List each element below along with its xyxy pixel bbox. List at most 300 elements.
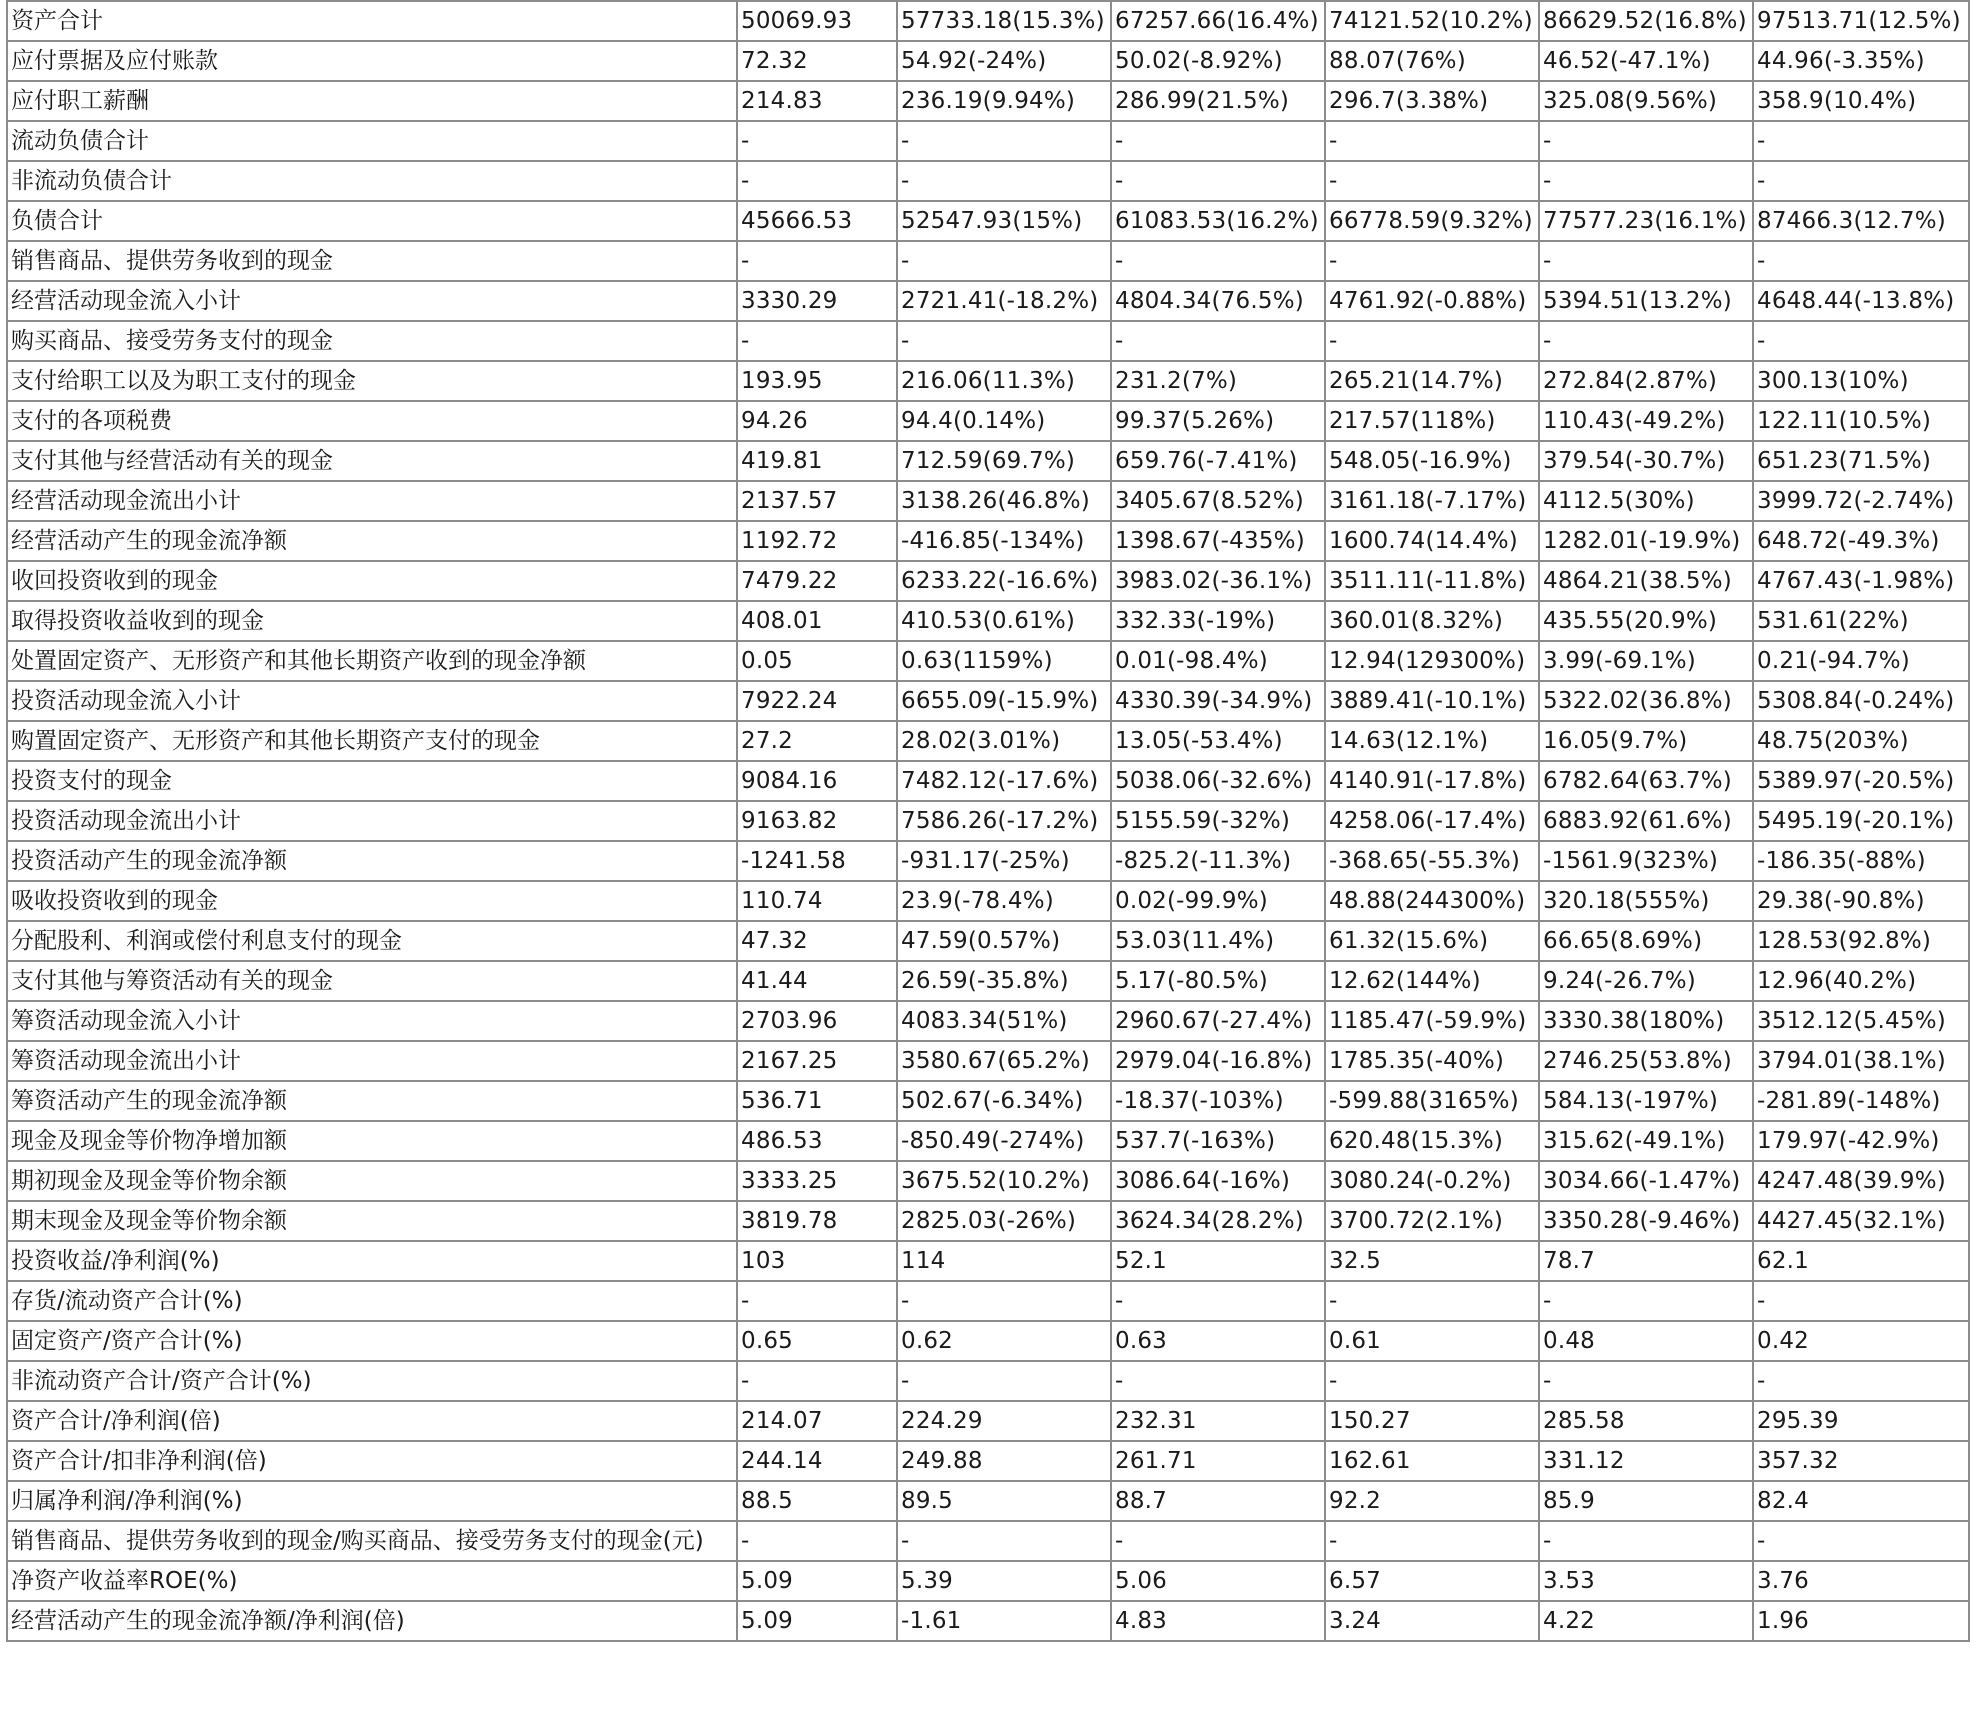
table-cell: 5.39 xyxy=(897,1561,1111,1601)
table-row xyxy=(7,1041,1969,1081)
table-cell: 4648.44(-13.8%) xyxy=(1753,281,1969,321)
table-cell: 0.02(-99.9%) xyxy=(1111,881,1325,921)
table-cell: 47.59(0.57%) xyxy=(897,921,1111,961)
row-label: 分配股利、利润或偿付利息支付的现金 xyxy=(7,921,737,961)
table-row xyxy=(7,481,1969,521)
row-label: 取得投资收益收到的现金 xyxy=(7,601,737,641)
row-label: 支付其他与筹资活动有关的现金 xyxy=(7,961,737,1001)
table-cell: 4247.48(39.9%) xyxy=(1753,1161,1969,1201)
table-row xyxy=(7,1561,1969,1601)
table-cell: 52.1 xyxy=(1111,1241,1325,1281)
row-label: 净资产收益率ROE(%) xyxy=(7,1561,737,1601)
row-label: 经营活动现金流入小计 xyxy=(7,281,737,321)
table-cell: 50.02(-8.92%) xyxy=(1111,41,1325,81)
table-cell: 6233.22(-16.6%) xyxy=(897,561,1111,601)
table-cell: 3330.38(180%) xyxy=(1539,1001,1753,1041)
row-label: 经营活动现金流出小计 xyxy=(7,481,737,521)
table-cell: 272.84(2.87%) xyxy=(1539,361,1753,401)
table-cell: 217.57(118%) xyxy=(1325,401,1539,441)
table-cell: 110.74 xyxy=(737,881,897,921)
table-row xyxy=(7,1521,1969,1561)
table-cell: 0.62 xyxy=(897,1321,1111,1361)
table-cell: - xyxy=(737,161,897,201)
table-cell: 128.53(92.8%) xyxy=(1753,921,1969,961)
table-cell: 3.99(-69.1%) xyxy=(1539,641,1753,681)
table-cell: - xyxy=(737,321,897,361)
table-cell: 7922.24 xyxy=(737,681,897,721)
table-cell: 92.2 xyxy=(1325,1481,1539,1521)
table-cell: 94.26 xyxy=(737,401,897,441)
row-label: 处置固定资产、无形资产和其他长期资产收到的现金净额 xyxy=(7,641,737,681)
table-cell: - xyxy=(737,1361,897,1401)
table-cell: -1.61 xyxy=(897,1601,1111,1641)
table-row xyxy=(7,1441,1969,1481)
table-row xyxy=(7,1281,1969,1321)
table-cell: 88.7 xyxy=(1111,1481,1325,1521)
table-cell: - xyxy=(1753,121,1969,161)
table-cell: - xyxy=(1111,121,1325,161)
table-cell: - xyxy=(1539,161,1753,201)
table-cell: 3675.52(10.2%) xyxy=(897,1161,1111,1201)
table-cell: 47.32 xyxy=(737,921,897,961)
table-cell: 285.58 xyxy=(1539,1401,1753,1441)
row-label: 应付票据及应付账款 xyxy=(7,41,737,81)
table-cell: 66778.59(9.32%) xyxy=(1325,201,1539,241)
table-cell: 5.09 xyxy=(737,1601,897,1641)
table-cell: 7482.12(-17.6%) xyxy=(897,761,1111,801)
table-cell: -825.2(-11.3%) xyxy=(1111,841,1325,881)
table-cell: 0.65 xyxy=(737,1321,897,1361)
table-cell: 4140.91(-17.8%) xyxy=(1325,761,1539,801)
table-cell: 48.75(203%) xyxy=(1753,721,1969,761)
table-cell: - xyxy=(737,241,897,281)
table-cell: 4804.34(76.5%) xyxy=(1111,281,1325,321)
financial-data-table xyxy=(6,0,1970,1642)
table-cell: 1.96 xyxy=(1753,1601,1969,1641)
row-label: 吸收投资收到的现金 xyxy=(7,881,737,921)
table-cell: 214.07 xyxy=(737,1401,897,1441)
table-cell: 2979.04(-16.8%) xyxy=(1111,1041,1325,1081)
table-cell: 3700.72(2.1%) xyxy=(1325,1201,1539,1241)
table-cell: - xyxy=(1753,161,1969,201)
table-cell: 29.38(-90.8%) xyxy=(1753,881,1969,921)
table-cell: - xyxy=(1111,241,1325,281)
table-cell: 103 xyxy=(737,1241,897,1281)
row-label: 现金及现金等价物净增加额 xyxy=(7,1121,737,1161)
row-label: 经营活动产生的现金流净额/净利润(倍) xyxy=(7,1601,737,1641)
table-row xyxy=(7,161,1969,201)
table-cell: 4.22 xyxy=(1539,1601,1753,1641)
table-cell: 78.7 xyxy=(1539,1241,1753,1281)
table-cell: 2746.25(53.8%) xyxy=(1539,1041,1753,1081)
row-label: 负债合计 xyxy=(7,201,737,241)
table-cell: 32.5 xyxy=(1325,1241,1539,1281)
table-row xyxy=(7,761,1969,801)
row-label: 资产合计/净利润(倍) xyxy=(7,1401,737,1441)
table-cell: 57733.18(15.3%) xyxy=(897,1,1111,41)
table-cell: 261.71 xyxy=(1111,1441,1325,1481)
table-cell: 1600.74(14.4%) xyxy=(1325,521,1539,561)
table-cell: - xyxy=(897,321,1111,361)
table-cell: 358.9(10.4%) xyxy=(1753,81,1969,121)
row-label: 投资活动产生的现金流净额 xyxy=(7,841,737,881)
table-cell: 5.09 xyxy=(737,1561,897,1601)
table-cell: 53.03(11.4%) xyxy=(1111,921,1325,961)
table-cell: 3580.67(65.2%) xyxy=(897,1041,1111,1081)
table-cell: 44.96(-3.35%) xyxy=(1753,41,1969,81)
table-cell: 320.18(555%) xyxy=(1539,881,1753,921)
table-cell: 61.32(15.6%) xyxy=(1325,921,1539,961)
table-row xyxy=(7,721,1969,761)
table-row xyxy=(7,1,1969,41)
row-label: 存货/流动资产合计(%) xyxy=(7,1281,737,1321)
table-cell: 74121.52(10.2%) xyxy=(1325,1,1539,41)
table-cell: 4767.43(-1.98%) xyxy=(1753,561,1969,601)
table-cell: - xyxy=(1539,241,1753,281)
table-cell: - xyxy=(1539,1521,1753,1561)
table-cell: 5.17(-80.5%) xyxy=(1111,961,1325,1001)
row-label: 筹资活动产生的现金流净额 xyxy=(7,1081,737,1121)
table-cell: 3794.01(38.1%) xyxy=(1753,1041,1969,1081)
table-cell: - xyxy=(897,161,1111,201)
table-cell: 110.43(-49.2%) xyxy=(1539,401,1753,441)
table-cell: 3624.34(28.2%) xyxy=(1111,1201,1325,1241)
table-cell: 5038.06(-32.6%) xyxy=(1111,761,1325,801)
table-cell: 4.83 xyxy=(1111,1601,1325,1641)
row-label: 投资收益/净利润(%) xyxy=(7,1241,737,1281)
table-cell: -186.35(-88%) xyxy=(1753,841,1969,881)
table-cell: 3.24 xyxy=(1325,1601,1539,1641)
table-cell: 9084.16 xyxy=(737,761,897,801)
table-cell: 2825.03(-26%) xyxy=(897,1201,1111,1241)
table-cell: 122.11(10.5%) xyxy=(1753,401,1969,441)
table-cell: 408.01 xyxy=(737,601,897,641)
table-cell: 332.33(-19%) xyxy=(1111,601,1325,641)
table-row xyxy=(7,1121,1969,1161)
table-cell: 87466.3(12.7%) xyxy=(1753,201,1969,241)
table-cell: 88.5 xyxy=(737,1481,897,1521)
table-cell: 13.05(-53.4%) xyxy=(1111,721,1325,761)
table-cell: 295.39 xyxy=(1753,1401,1969,1441)
table-cell: 5.06 xyxy=(1111,1561,1325,1601)
table-cell: 3405.67(8.52%) xyxy=(1111,481,1325,521)
row-label: 经营活动产生的现金流净额 xyxy=(7,521,737,561)
table-cell: - xyxy=(1325,241,1539,281)
table-row xyxy=(7,441,1969,481)
table-cell: 7586.26(-17.2%) xyxy=(897,801,1111,841)
table-cell: 3080.24(-0.2%) xyxy=(1325,1161,1539,1201)
table-row xyxy=(7,641,1969,681)
table-cell: 4258.06(-17.4%) xyxy=(1325,801,1539,841)
table-row xyxy=(7,361,1969,401)
row-label: 投资活动现金流出小计 xyxy=(7,801,737,841)
table-cell: -368.65(-55.3%) xyxy=(1325,841,1539,881)
row-label: 应付职工薪酬 xyxy=(7,81,737,121)
row-label: 销售商品、提供劳务收到的现金/购买商品、接受劳务支付的现金(元) xyxy=(7,1521,737,1561)
table-cell: - xyxy=(1111,1281,1325,1321)
table-cell: -18.37(-103%) xyxy=(1111,1081,1325,1121)
table-cell: 232.31 xyxy=(1111,1401,1325,1441)
table-row xyxy=(7,601,1969,641)
table-cell: 2703.96 xyxy=(737,1001,897,1041)
table-cell: 4864.21(38.5%) xyxy=(1539,561,1753,601)
table-cell: 6883.92(61.6%) xyxy=(1539,801,1753,841)
row-label: 支付给职工以及为职工支付的现金 xyxy=(7,361,737,401)
table-cell: 1398.67(-435%) xyxy=(1111,521,1325,561)
table-cell: 162.61 xyxy=(1325,1441,1539,1481)
table-cell: - xyxy=(897,1361,1111,1401)
table-cell: 3999.72(-2.74%) xyxy=(1753,481,1969,521)
table-cell: 536.71 xyxy=(737,1081,897,1121)
table-cell: 4112.5(30%) xyxy=(1539,481,1753,521)
table-row xyxy=(7,921,1969,961)
row-label: 期初现金及现金等价物余额 xyxy=(7,1161,737,1201)
table-cell: 114 xyxy=(897,1241,1111,1281)
table-cell: 2960.67(-27.4%) xyxy=(1111,1001,1325,1041)
table-cell: -1561.9(323%) xyxy=(1539,841,1753,881)
table-row xyxy=(7,1001,1969,1041)
table-cell: 9.24(-26.7%) xyxy=(1539,961,1753,1001)
row-label: 支付的各项税费 xyxy=(7,401,737,441)
table-cell: 224.29 xyxy=(897,1401,1111,1441)
table-row xyxy=(7,1401,1969,1441)
table-cell: 193.95 xyxy=(737,361,897,401)
table-row xyxy=(7,681,1969,721)
table-cell: 6655.09(-15.9%) xyxy=(897,681,1111,721)
table-cell: 249.88 xyxy=(897,1441,1111,1481)
table-cell: 296.7(3.38%) xyxy=(1325,81,1539,121)
row-label: 资产合计/扣非净利润(倍) xyxy=(7,1441,737,1481)
table-cell: 4330.39(-34.9%) xyxy=(1111,681,1325,721)
table-cell: -1241.58 xyxy=(737,841,897,881)
table-cell: 46.52(-47.1%) xyxy=(1539,41,1753,81)
table-cell: 5495.19(-20.1%) xyxy=(1753,801,1969,841)
table-cell: -416.85(-134%) xyxy=(897,521,1111,561)
table-cell: 2137.57 xyxy=(737,481,897,521)
table-cell: 4083.34(51%) xyxy=(897,1001,1111,1041)
row-label: 购买商品、接受劳务支付的现金 xyxy=(7,321,737,361)
table-cell: - xyxy=(737,1521,897,1561)
table-cell: 85.9 xyxy=(1539,1481,1753,1521)
table-cell: 537.7(-163%) xyxy=(1111,1121,1325,1161)
row-label: 归属净利润/净利润(%) xyxy=(7,1481,737,1521)
table-cell: 99.37(5.26%) xyxy=(1111,401,1325,441)
table-cell: 325.08(9.56%) xyxy=(1539,81,1753,121)
table-cell: 3333.25 xyxy=(737,1161,897,1201)
table-cell: 54.92(-24%) xyxy=(897,41,1111,81)
table-cell: - xyxy=(737,121,897,161)
table-cell: 548.05(-16.9%) xyxy=(1325,441,1539,481)
table-cell: 3983.02(-36.1%) xyxy=(1111,561,1325,601)
table-cell: - xyxy=(1325,1521,1539,1561)
table-cell: 7479.22 xyxy=(737,561,897,601)
table-row xyxy=(7,841,1969,881)
table-row xyxy=(7,961,1969,1001)
table-cell: 531.61(22%) xyxy=(1753,601,1969,641)
table-cell: - xyxy=(1539,1281,1753,1321)
table-cell: 89.5 xyxy=(897,1481,1111,1521)
row-label: 购置固定资产、无形资产和其他长期资产支付的现金 xyxy=(7,721,737,761)
table-cell: 620.48(15.3%) xyxy=(1325,1121,1539,1161)
table-cell: 72.32 xyxy=(737,41,897,81)
table-cell: 0.63 xyxy=(1111,1321,1325,1361)
table-cell: - xyxy=(897,121,1111,161)
table-cell: - xyxy=(737,1281,897,1321)
table-cell: 379.54(-30.7%) xyxy=(1539,441,1753,481)
table-cell: 502.67(-6.34%) xyxy=(897,1081,1111,1121)
table-cell: 88.07(76%) xyxy=(1325,41,1539,81)
table-cell: 419.81 xyxy=(737,441,897,481)
table-cell: - xyxy=(1325,321,1539,361)
table-cell: 14.63(12.1%) xyxy=(1325,721,1539,761)
table-cell: 0.01(-98.4%) xyxy=(1111,641,1325,681)
table-cell: - xyxy=(897,1281,1111,1321)
table-cell: 648.72(-49.3%) xyxy=(1753,521,1969,561)
table-row xyxy=(7,1161,1969,1201)
table-cell: 286.99(21.5%) xyxy=(1111,81,1325,121)
table-cell: 1192.72 xyxy=(737,521,897,561)
table-cell: 179.97(-42.9%) xyxy=(1753,1121,1969,1161)
table-cell: - xyxy=(1325,121,1539,161)
table-cell: 214.83 xyxy=(737,81,897,121)
table-cell: 77577.23(16.1%) xyxy=(1539,201,1753,241)
table-cell: 150.27 xyxy=(1325,1401,1539,1441)
table-cell: 216.06(11.3%) xyxy=(897,361,1111,401)
table-cell: - xyxy=(897,241,1111,281)
table-cell: 3512.12(5.45%) xyxy=(1753,1001,1969,1041)
table-cell: 12.96(40.2%) xyxy=(1753,961,1969,1001)
row-label: 筹资活动现金流出小计 xyxy=(7,1041,737,1081)
table-cell: 0.61 xyxy=(1325,1321,1539,1361)
table-cell: - xyxy=(1111,321,1325,361)
row-label: 流动负债合计 xyxy=(7,121,737,161)
table-row xyxy=(7,281,1969,321)
table-cell: 97513.71(12.5%) xyxy=(1753,1,1969,41)
table-cell: 712.59(69.7%) xyxy=(897,441,1111,481)
table-cell: 45666.53 xyxy=(737,201,897,241)
table-row xyxy=(7,1481,1969,1521)
table-cell: 1185.47(-59.9%) xyxy=(1325,1001,1539,1041)
table-cell: 66.65(8.69%) xyxy=(1539,921,1753,961)
table-cell: - xyxy=(1325,1281,1539,1321)
table-cell: 5389.97(-20.5%) xyxy=(1753,761,1969,801)
row-label: 投资活动现金流入小计 xyxy=(7,681,737,721)
table-cell: 67257.66(16.4%) xyxy=(1111,1,1325,41)
table-cell: - xyxy=(1111,161,1325,201)
table-row xyxy=(7,81,1969,121)
table-cell: - xyxy=(1111,1521,1325,1561)
table-cell: 5322.02(36.8%) xyxy=(1539,681,1753,721)
table-cell: - xyxy=(1753,1281,1969,1321)
table-cell: 357.32 xyxy=(1753,1441,1969,1481)
table-row xyxy=(7,121,1969,161)
table-cell: 5394.51(13.2%) xyxy=(1539,281,1753,321)
table-cell: - xyxy=(1539,121,1753,161)
row-label: 固定资产/资产合计(%) xyxy=(7,1321,737,1361)
table-row xyxy=(7,801,1969,841)
table-row xyxy=(7,241,1969,281)
table-cell: 1282.01(-19.9%) xyxy=(1539,521,1753,561)
table-cell: 0.48 xyxy=(1539,1321,1753,1361)
table-cell: 82.4 xyxy=(1753,1481,1969,1521)
table-cell: 3889.41(-10.1%) xyxy=(1325,681,1539,721)
table-cell: 26.59(-35.8%) xyxy=(897,961,1111,1001)
table-cell: 0.42 xyxy=(1753,1321,1969,1361)
table-row xyxy=(7,1081,1969,1121)
table-cell: 0.21(-94.7%) xyxy=(1753,641,1969,681)
row-label: 资产合计 xyxy=(7,1,737,41)
table-cell: 315.62(-49.1%) xyxy=(1539,1121,1753,1161)
table-cell: 435.55(20.9%) xyxy=(1539,601,1753,641)
table-cell: 86629.52(16.8%) xyxy=(1539,1,1753,41)
table-cell: 94.4(0.14%) xyxy=(897,401,1111,441)
table-cell: 12.94(129300%) xyxy=(1325,641,1539,681)
row-label: 销售商品、提供劳务收到的现金 xyxy=(7,241,737,281)
table-row xyxy=(7,1601,1969,1641)
table-cell: -850.49(-274%) xyxy=(897,1121,1111,1161)
table-cell: -931.17(-25%) xyxy=(897,841,1111,881)
table-cell: -281.89(-148%) xyxy=(1753,1081,1969,1121)
table-row xyxy=(7,1321,1969,1361)
table-row xyxy=(7,201,1969,241)
table-row xyxy=(7,401,1969,441)
table-cell: 52547.93(15%) xyxy=(897,201,1111,241)
table-cell: 3511.11(-11.8%) xyxy=(1325,561,1539,601)
table-cell: 331.12 xyxy=(1539,1441,1753,1481)
table-cell: 23.9(-78.4%) xyxy=(897,881,1111,921)
table-cell: - xyxy=(1325,1361,1539,1401)
table-cell: - xyxy=(1539,1361,1753,1401)
row-label: 投资支付的现金 xyxy=(7,761,737,801)
table-cell: 3086.64(-16%) xyxy=(1111,1161,1325,1201)
table-cell: 61083.53(16.2%) xyxy=(1111,201,1325,241)
table-row xyxy=(7,1201,1969,1241)
table-cell: 265.21(14.7%) xyxy=(1325,361,1539,401)
table-cell: 12.62(144%) xyxy=(1325,961,1539,1001)
table-cell: 231.2(7%) xyxy=(1111,361,1325,401)
table-row xyxy=(7,1241,1969,1281)
table-cell: - xyxy=(1111,1361,1325,1401)
table-body xyxy=(7,1,1969,1641)
table-cell: 584.13(-197%) xyxy=(1539,1081,1753,1121)
table-cell: - xyxy=(1753,1361,1969,1401)
table-cell: 659.76(-7.41%) xyxy=(1111,441,1325,481)
table-cell: - xyxy=(1325,161,1539,201)
table-cell: 6782.64(63.7%) xyxy=(1539,761,1753,801)
table-cell: 6.57 xyxy=(1325,1561,1539,1601)
table-cell: 244.14 xyxy=(737,1441,897,1481)
row-label: 收回投资收到的现金 xyxy=(7,561,737,601)
table-cell: 3161.18(-7.17%) xyxy=(1325,481,1539,521)
table-cell: 16.05(9.7%) xyxy=(1539,721,1753,761)
table-cell: 27.2 xyxy=(737,721,897,761)
table-row xyxy=(7,521,1969,561)
table-cell: 0.05 xyxy=(737,641,897,681)
table-cell: 2721.41(-18.2%) xyxy=(897,281,1111,321)
table-cell: 410.53(0.61%) xyxy=(897,601,1111,641)
table-cell: 3350.28(-9.46%) xyxy=(1539,1201,1753,1241)
table-cell: 3330.29 xyxy=(737,281,897,321)
table-cell: -599.88(3165%) xyxy=(1325,1081,1539,1121)
table-cell: 3819.78 xyxy=(737,1201,897,1241)
table-row xyxy=(7,1361,1969,1401)
table-cell: 360.01(8.32%) xyxy=(1325,601,1539,641)
table-cell: 0.63(1159%) xyxy=(897,641,1111,681)
table-cell: 50069.93 xyxy=(737,1,897,41)
table-cell: 4761.92(-0.88%) xyxy=(1325,281,1539,321)
table-row xyxy=(7,41,1969,81)
table-row xyxy=(7,561,1969,601)
